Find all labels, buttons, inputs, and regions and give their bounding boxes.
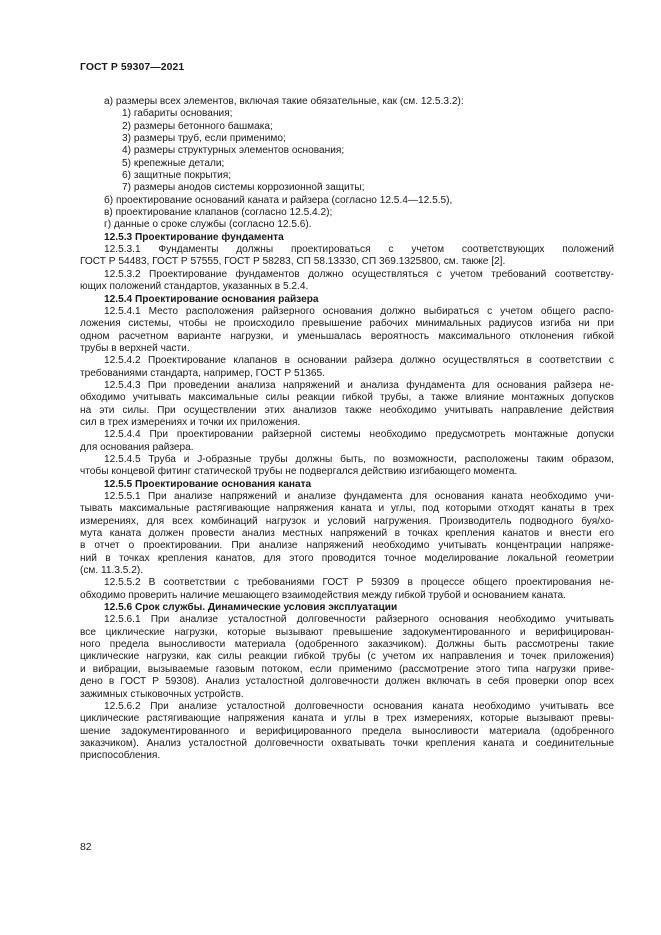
- paragraph-line: 12.5.5.2 В соответствии с требованиями ГОСТ Р 59309 в процессе общего проектирования не-: [104, 577, 614, 589]
- paragraph-line: зажимных стыковочных устройств.: [80, 688, 244, 700]
- paragraph-line: в отчет о проектировании. При анализе напряжений необходимо учитывать концентрации напряже-: [80, 540, 614, 552]
- paragraph-line: все циклические нагрузки, которые вызывают превышение задокументированного и верифицирован-: [80, 626, 614, 638]
- paragraph-line: 12.5.4.4 При проектировании райзерной системы необходимо предусмотреть монтажные допуски: [104, 429, 614, 441]
- document-header: ГОСТ Р 59307—2021: [80, 62, 185, 73]
- paragraph-line: одном расчетном варианте нагрузки, и уменьшалась вероятность максимального отклонения гибкой: [80, 330, 614, 342]
- list-item: б) проектирование оснований каната и райзера (согласно 12.5.4—12.5.5),: [104, 194, 453, 206]
- paragraph-line: дено в ГОСТ Р 59308). Анализ усталостной долговечности должен включать в себя проверки опор всех: [80, 676, 614, 688]
- list-item: 2) размеры бетонного башмака;: [122, 120, 273, 132]
- paragraph-line: 12.5.5.1 При анализе напряжений и анализе фундамента для основания каната необходимо учи-: [104, 491, 614, 502]
- paragraph-line: и вибрации, вызываемые газовым потоком, если применимо (рассмотрение этого типа нагрузки приве-: [80, 663, 614, 675]
- paragraph-line: 12.5.6.2 При анализе усталостной долговечности основания каната необходимо учитывать все: [104, 700, 614, 712]
- paragraph-line: обходимо проверить наличие мешающего взаимодействия между гибкой трубой и основанием каната.: [80, 589, 566, 601]
- paragraph-line: заказчиком). Анализ усталостной долговечности охватывать точки крепления каната и соединительные: [80, 737, 614, 749]
- paragraph-line: 12.5.6.1 При анализе усталостной долговечности райзерного основания необходимо учитывать: [104, 614, 614, 626]
- paragraph-line: 12.5.4.1 Место расположения райзерного основания должно выбираться с учетом общего распо-: [104, 305, 614, 317]
- paragraph-line: ний в точках крепления канатов, для этого проводится точное моделирование локальной геометрии: [80, 552, 614, 564]
- paragraph-line: 12.5.4.2 Проектирование клапанов в основании райзера должно осуществляться в соответствии с: [104, 355, 614, 367]
- paragraph-line: 12.5.3.2 Проектирование фундаментов должно осуществляться с учетом требований соответству-: [104, 268, 614, 280]
- list-item: в) проектирование клапанов (согласно 12.5.4.2);: [104, 207, 333, 219]
- paragraph-line: (см. 11.3.5.2).: [80, 565, 144, 577]
- paragraph-line: приспособления.: [80, 750, 161, 762]
- paragraph-line: ющих положений стандартов, указанных в 5.2.4.: [80, 281, 309, 293]
- paragraph-line: чтобы концевой фитинг статической трубы не подвергался действию изгибающего момента.: [80, 466, 518, 478]
- paragraph-line: на эти силы. При осуществлении этих анализов также необходимо учитывать направление действия: [80, 404, 614, 416]
- list-item: 3) размеры труб, если применимо;: [122, 133, 286, 145]
- section-heading: 12.5.3 Проектирование фундамента: [104, 231, 284, 243]
- section-heading: 12.5.5 Проектирование основания каната: [104, 478, 312, 490]
- list-item: а) размеры всех элементов, включая такие обязательные, как (см. 12.5.3.2):: [104, 96, 464, 107]
- document-body: [80, 96, 614, 763]
- paragraph-line: измерениях, для всех комбинаций нагрузок и условий нагружения. Производитель подводного буя/хо-: [80, 515, 614, 527]
- paragraph-line: ГОСТ Р 54483, ГОСТ Р 57555, ГОСТ Р 58283, СП 58.13330, СП 369.1325800, см. также [2].: [80, 256, 506, 268]
- paragraph-line: ложения системы, чтобы не происходило превышение рабочих минимальных радиусов изгиба ни при: [80, 318, 614, 330]
- section-heading: 12.5.4 Проектирование основания райзера: [104, 293, 319, 305]
- paragraph-line: трубы в верхней части.: [80, 342, 190, 354]
- paragraph-line: 12.5.4.3 При проведении анализа напряжений и анализа фундамента для основания райзера не-: [104, 379, 614, 391]
- list-item: 7) размеры анодов системы коррозионной защиты;: [122, 182, 365, 194]
- paragraph-line: для основания райзера.: [80, 441, 194, 453]
- list-item: 6) защитные покрытия;: [122, 170, 232, 182]
- paragraph-line: 12.5.3.1 Фундаменты должны проектироваться с учетом соответствующих положений: [104, 244, 614, 256]
- paragraph-line: сил в трех измерениях и точки их приложения.: [80, 416, 301, 428]
- paragraph-line: ного предела выносливости материала (одобренного заказчиком). Должны быть рассмотрены такие: [80, 639, 614, 651]
- paragraph-line: шение задокументированного и верифицированного предела выносливости материала (одобренного: [80, 725, 614, 737]
- paragraph-line: требованиями стандарта, например, ГОСТ Р 51365.: [80, 367, 325, 379]
- paragraph-line: тывать максимальные растягивающие напряжения каната и углы, под которыми отходят канаты в трех: [80, 503, 614, 515]
- list-item: 5) крепежные детали;: [122, 157, 225, 169]
- page-number: 82: [80, 842, 92, 853]
- paragraph-line: мута каната должен провести анализ местных напряжений в точках крепления канатов и внести его: [80, 528, 614, 540]
- paragraph-line: циклические нагрузки, как силы реакции гибкой трубы (с учетом их направления и точек приложения): [80, 651, 614, 663]
- paragraph-line: 12.5.4.5 Труба и J-образные трубы должны быть, по возможности, расположены таким образом,: [104, 453, 614, 465]
- list-item: 4) размеры структурных элементов основания;: [122, 145, 345, 157]
- list-item: г) данные о сроке службы (согласно 12.5.6).: [104, 219, 312, 231]
- list-item: 1) габариты основания;: [122, 108, 233, 120]
- section-heading: 12.5.6 Срок службы. Динамические условия эксплуатации: [104, 602, 398, 614]
- paragraph-line: обходимо учитывать максимальные силы реакции гибкой трубы, а также влияние монтажных допусков: [80, 392, 614, 404]
- paragraph-line: циклические растягивающие напряжения каната и углы в трех измерениях, которые вызывают превы-: [80, 713, 614, 725]
